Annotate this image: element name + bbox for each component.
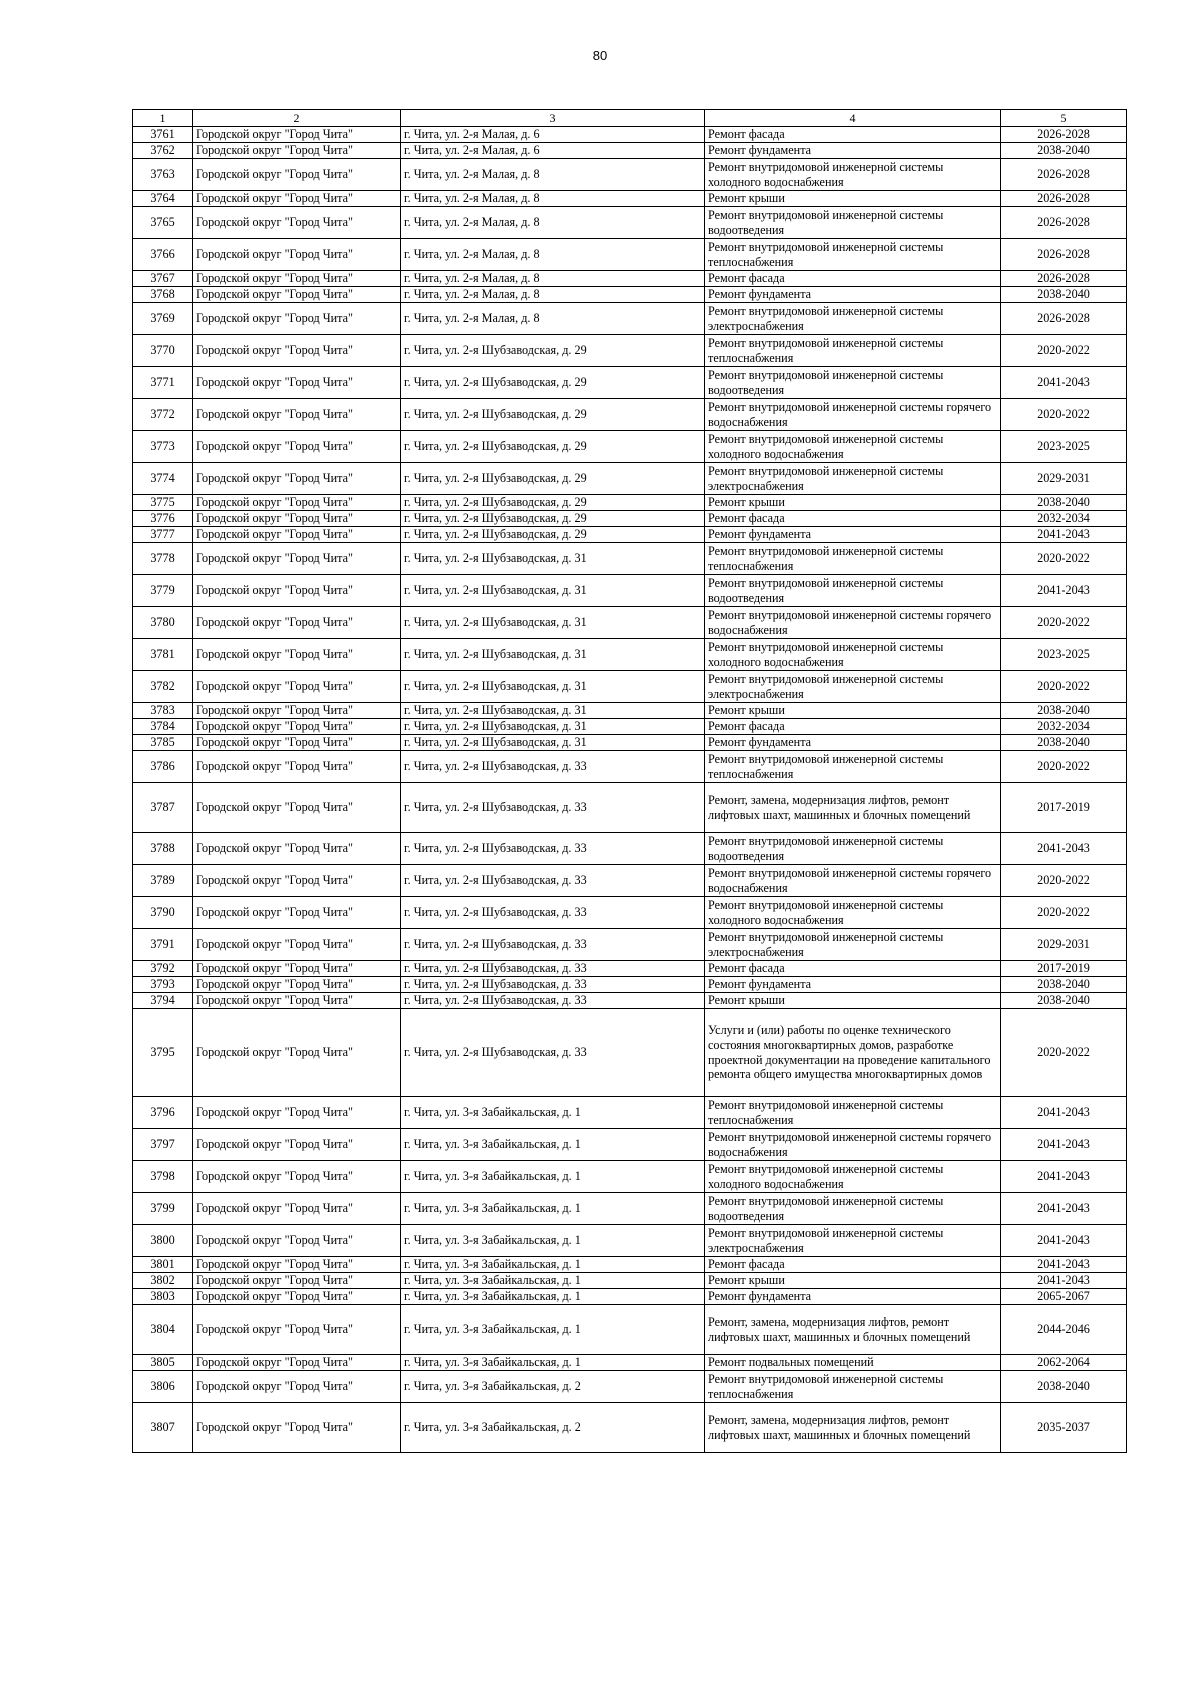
work-type-cell: Ремонт внутридомовой инженерной системы горячего водоснабжения (705, 1129, 1001, 1161)
municipality-cell: Городской округ "Город Чита" (193, 1129, 401, 1161)
row-number-cell: 3778 (133, 543, 193, 575)
municipality-cell: Городской округ "Город Чита" (193, 929, 401, 961)
address-cell: г. Чита, ул. 2-я Малая, д. 6 (401, 143, 705, 159)
address-cell: г. Чита, ул. 3-я Забайкальская, д. 1 (401, 1273, 705, 1289)
address-cell: г. Чита, ул. 3-я Забайкальская, д. 1 (401, 1193, 705, 1225)
municipality-cell: Городской округ "Город Чита" (193, 1289, 401, 1305)
period-cell: 2026-2028 (1001, 127, 1127, 143)
column-header-2: 2 (193, 110, 401, 127)
row-number-cell: 3787 (133, 783, 193, 833)
table-row (133, 1371, 1127, 1403)
row-number-cell: 3775 (133, 495, 193, 511)
municipality-cell: Городской округ "Город Чита" (193, 527, 401, 543)
row-number-cell: 3774 (133, 463, 193, 495)
row-number-cell: 3763 (133, 159, 193, 191)
work-type-cell: Ремонт внутридомовой инженерной системы теплоснабжения (705, 335, 1001, 367)
work-type-cell: Ремонт внутридомовой инженерной системы водоотведения (705, 833, 1001, 865)
row-number-cell: 3795 (133, 1009, 193, 1097)
row-number-cell: 3762 (133, 143, 193, 159)
address-cell: г. Чита, ул. 3-я Забайкальская, д. 2 (401, 1371, 705, 1403)
column-header-3: 3 (401, 110, 705, 127)
address-cell: г. Чита, ул. 3-я Забайкальская, д. 1 (401, 1129, 705, 1161)
municipality-cell: Городской округ "Город Чита" (193, 1225, 401, 1257)
address-cell: г. Чита, ул. 2-я Шубзаводская, д. 33 (401, 751, 705, 783)
row-number-cell: 3769 (133, 303, 193, 335)
table-row (133, 495, 1127, 511)
work-type-cell: Ремонт внутридомовой инженерной системы горячего водоснабжения (705, 865, 1001, 897)
address-cell: г. Чита, ул. 3-я Забайкальская, д. 1 (401, 1097, 705, 1129)
address-cell: г. Чита, ул. 2-я Шубзаводская, д. 29 (401, 335, 705, 367)
municipality-cell: Городской округ "Город Чита" (193, 463, 401, 495)
work-type-cell: Ремонт крыши (705, 993, 1001, 1009)
row-number-cell: 3797 (133, 1129, 193, 1161)
row-number-cell: 3776 (133, 511, 193, 527)
municipality-cell: Городской округ "Город Чита" (193, 431, 401, 463)
address-cell: г. Чита, ул. 3-я Забайкальская, д. 1 (401, 1289, 705, 1305)
table-row (133, 431, 1127, 463)
municipality-cell: Городской округ "Город Чита" (193, 367, 401, 399)
work-type-cell: Ремонт фундамента (705, 527, 1001, 543)
row-number-cell: 3783 (133, 703, 193, 719)
work-type-cell: Ремонт крыши (705, 495, 1001, 511)
table-row (133, 127, 1127, 143)
period-cell: 2029-2031 (1001, 463, 1127, 495)
row-number-cell: 3806 (133, 1371, 193, 1403)
table-row (133, 527, 1127, 543)
work-type-cell: Ремонт внутридомовой инженерной системы холодного водоснабжения (705, 431, 1001, 463)
municipality-cell: Городской округ "Город Чита" (193, 1097, 401, 1129)
period-cell: 2017-2019 (1001, 783, 1127, 833)
table-row (133, 271, 1127, 287)
work-type-cell: Ремонт внутридомовой инженерной системы электроснабжения (705, 303, 1001, 335)
work-type-cell: Ремонт подвальных помещений (705, 1355, 1001, 1371)
work-type-cell: Ремонт фасада (705, 511, 1001, 527)
work-type-cell: Ремонт фасада (705, 127, 1001, 143)
row-number-cell: 3794 (133, 993, 193, 1009)
work-type-cell: Ремонт, замена, модернизация лифтов, ремонт лифтовых шахт, машинных и блочных помещений (705, 783, 1001, 833)
table-row (133, 159, 1127, 191)
work-type-cell: Ремонт внутридомовой инженерной системы электроснабжения (705, 463, 1001, 495)
address-cell: г. Чита, ул. 2-я Шубзаводская, д. 29 (401, 463, 705, 495)
address-cell: г. Чита, ул. 3-я Забайкальская, д. 1 (401, 1225, 705, 1257)
period-cell: 2023-2025 (1001, 431, 1127, 463)
table-row (133, 367, 1127, 399)
table-row (133, 575, 1127, 607)
period-cell: 2041-2043 (1001, 1097, 1127, 1129)
table-row (133, 143, 1127, 159)
work-type-cell: Ремонт внутридомовой инженерной системы холодного водоснабжения (705, 1161, 1001, 1193)
municipality-cell: Городской округ "Город Чита" (193, 993, 401, 1009)
address-cell: г. Чита, ул. 2-я Шубзаводская, д. 33 (401, 961, 705, 977)
row-number-cell: 3777 (133, 527, 193, 543)
address-cell: г. Чита, ул. 2-я Шубзаводская, д. 29 (401, 495, 705, 511)
row-number-cell: 3805 (133, 1355, 193, 1371)
page-number: 80 (592, 48, 608, 63)
work-type-cell: Ремонт внутридомовой инженерной системы теплоснабжения (705, 239, 1001, 271)
period-cell: 2038-2040 (1001, 703, 1127, 719)
table-row (133, 463, 1127, 495)
table-row (133, 399, 1127, 431)
period-cell: 2038-2040 (1001, 735, 1127, 751)
municipality-cell: Городской округ "Город Чита" (193, 719, 401, 735)
address-cell: г. Чита, ул. 2-я Шубзаводская, д. 33 (401, 977, 705, 993)
address-cell: г. Чита, ул. 2-я Шубзаводская, д. 29 (401, 367, 705, 399)
period-cell: 2032-2034 (1001, 719, 1127, 735)
row-number-cell: 3801 (133, 1257, 193, 1273)
table-row (133, 1225, 1127, 1257)
work-type-cell: Ремонт фундамента (705, 735, 1001, 751)
period-cell: 2023-2025 (1001, 639, 1127, 671)
row-number-cell: 3782 (133, 671, 193, 703)
municipality-cell: Городской округ "Город Чита" (193, 303, 401, 335)
table-row (133, 1289, 1127, 1305)
work-type-cell: Ремонт внутридомовой инженерной системы холодного водоснабжения (705, 639, 1001, 671)
address-cell: г. Чита, ул. 2-я Шубзаводская, д. 33 (401, 865, 705, 897)
address-cell: г. Чита, ул. 2-я Шубзаводская, д. 31 (401, 607, 705, 639)
row-number-cell: 3792 (133, 961, 193, 977)
table-row (133, 239, 1127, 271)
row-number-cell: 3761 (133, 127, 193, 143)
table-row (133, 1355, 1127, 1371)
work-type-cell: Ремонт внутридомовой инженерной системы горячего водоснабжения (705, 607, 1001, 639)
address-cell: г. Чита, ул. 3-я Забайкальская, д. 1 (401, 1355, 705, 1371)
address-cell: г. Чита, ул. 2-я Шубзаводская, д. 33 (401, 929, 705, 961)
address-cell: г. Чита, ул. 2-я Шубзаводская, д. 33 (401, 1009, 705, 1097)
work-type-cell: Ремонт фасада (705, 1257, 1001, 1273)
address-cell: г. Чита, ул. 2-я Шубзаводская, д. 33 (401, 833, 705, 865)
table-row (133, 719, 1127, 735)
address-cell: г. Чита, ул. 2-я Малая, д. 8 (401, 207, 705, 239)
municipality-cell: Городской округ "Город Чита" (193, 495, 401, 511)
table-row (133, 897, 1127, 929)
work-type-cell: Ремонт фундамента (705, 287, 1001, 303)
table-body (133, 127, 1127, 1453)
row-number-cell: 3770 (133, 335, 193, 367)
period-cell: 2038-2040 (1001, 993, 1127, 1009)
row-number-cell: 3766 (133, 239, 193, 271)
repair-schedule-table (132, 109, 1127, 1453)
work-type-cell: Ремонт крыши (705, 191, 1001, 207)
table-row (133, 1097, 1127, 1129)
period-cell: 2020-2022 (1001, 1009, 1127, 1097)
table-row (133, 207, 1127, 239)
table-row (133, 191, 1127, 207)
address-cell: г. Чита, ул. 2-я Шубзаводская, д. 29 (401, 431, 705, 463)
period-cell: 2026-2028 (1001, 303, 1127, 335)
address-cell: г. Чита, ул. 2-я Шубзаводская, д. 29 (401, 527, 705, 543)
work-type-cell: Ремонт внутридомовой инженерной системы электроснабжения (705, 671, 1001, 703)
row-number-cell: 3789 (133, 865, 193, 897)
municipality-cell: Городской округ "Город Чита" (193, 607, 401, 639)
work-type-cell: Ремонт фасада (705, 961, 1001, 977)
row-number-cell: 3800 (133, 1225, 193, 1257)
address-cell: г. Чита, ул. 2-я Малая, д. 8 (401, 191, 705, 207)
work-type-cell: Услуги и (или) работы по оценке технического состояния многоквартирных домов, разработке проектной документации на проведение капитального ремонта общего имущества многоквартирных домов (705, 1009, 1001, 1097)
table-row (133, 929, 1127, 961)
municipality-cell: Городской округ "Город Чита" (193, 239, 401, 271)
period-cell: 2041-2043 (1001, 833, 1127, 865)
work-type-cell: Ремонт фундамента (705, 143, 1001, 159)
municipality-cell: Городской округ "Город Чита" (193, 671, 401, 703)
period-cell: 2038-2040 (1001, 143, 1127, 159)
address-cell: г. Чита, ул. 2-я Шубзаводская, д. 29 (401, 399, 705, 431)
table-row (133, 607, 1127, 639)
work-type-cell: Ремонт внутридомовой инженерной системы холодного водоснабжения (705, 897, 1001, 929)
municipality-cell: Городской округ "Город Чита" (193, 1161, 401, 1193)
address-cell: г. Чита, ул. 2-я Шубзаводская, д. 31 (401, 735, 705, 751)
municipality-cell: Городской округ "Город Чита" (193, 639, 401, 671)
work-type-cell: Ремонт фасада (705, 719, 1001, 735)
municipality-cell: Городской округ "Город Чита" (193, 399, 401, 431)
table-row (133, 977, 1127, 993)
address-cell: г. Чита, ул. 3-я Забайкальская, д. 1 (401, 1161, 705, 1193)
municipality-cell: Городской округ "Город Чита" (193, 143, 401, 159)
address-cell: г. Чита, ул. 2-я Шубзаводская, д. 31 (401, 703, 705, 719)
municipality-cell: Городской округ "Город Чита" (193, 751, 401, 783)
address-cell: г. Чита, ул. 2-я Малая, д. 8 (401, 287, 705, 303)
period-cell: 2032-2034 (1001, 511, 1127, 527)
period-cell: 2041-2043 (1001, 1161, 1127, 1193)
municipality-cell: Городской округ "Город Чита" (193, 1355, 401, 1371)
table-row (133, 1403, 1127, 1453)
period-cell: 2029-2031 (1001, 929, 1127, 961)
municipality-cell: Городской округ "Город Чита" (193, 543, 401, 575)
municipality-cell: Городской округ "Город Чита" (193, 287, 401, 303)
period-cell: 2041-2043 (1001, 575, 1127, 607)
table-row (133, 335, 1127, 367)
row-number-cell: 3780 (133, 607, 193, 639)
work-type-cell: Ремонт внутридомовой инженерной системы теплоснабжения (705, 543, 1001, 575)
work-type-cell: Ремонт внутридомовой инженерной системы электроснабжения (705, 929, 1001, 961)
municipality-cell: Городской округ "Город Чита" (193, 207, 401, 239)
row-number-cell: 3773 (133, 431, 193, 463)
table-row (133, 543, 1127, 575)
address-cell: г. Чита, ул. 2-я Шубзаводская, д. 33 (401, 783, 705, 833)
period-cell: 2026-2028 (1001, 191, 1127, 207)
address-cell: г. Чита, ул. 2-я Шубзаводская, д. 31 (401, 575, 705, 607)
work-type-cell: Ремонт, замена, модернизация лифтов, ремонт лифтовых шахт, машинных и блочных помещений (705, 1305, 1001, 1355)
row-number-cell: 3807 (133, 1403, 193, 1453)
row-number-cell: 3779 (133, 575, 193, 607)
row-number-cell: 3768 (133, 287, 193, 303)
work-type-cell: Ремонт внутридомовой инженерной системы теплоснабжения (705, 1097, 1001, 1129)
table-row (133, 961, 1127, 977)
address-cell: г. Чита, ул. 3-я Забайкальская, д. 1 (401, 1257, 705, 1273)
period-cell: 2041-2043 (1001, 527, 1127, 543)
column-header-5: 5 (1001, 110, 1127, 127)
period-cell: 2020-2022 (1001, 399, 1127, 431)
table-row (133, 1305, 1127, 1355)
table-row (133, 735, 1127, 751)
row-number-cell: 3765 (133, 207, 193, 239)
municipality-cell: Городской округ "Город Чита" (193, 335, 401, 367)
row-number-cell: 3793 (133, 977, 193, 993)
row-number-cell: 3767 (133, 271, 193, 287)
municipality-cell: Городской округ "Город Чита" (193, 1273, 401, 1289)
table-row (133, 671, 1127, 703)
work-type-cell: Ремонт, замена, модернизация лифтов, ремонт лифтовых шахт, машинных и блочных помещений (705, 1403, 1001, 1453)
address-cell: г. Чита, ул. 2-я Малая, д. 8 (401, 271, 705, 287)
municipality-cell: Городской округ "Город Чита" (193, 127, 401, 143)
period-cell: 2041-2043 (1001, 1273, 1127, 1289)
address-cell: г. Чита, ул. 2-я Малая, д. 8 (401, 159, 705, 191)
address-cell: г. Чита, ул. 2-я Малая, д. 6 (401, 127, 705, 143)
work-type-cell: Ремонт крыши (705, 1273, 1001, 1289)
municipality-cell: Городской округ "Город Чита" (193, 1305, 401, 1355)
table-row (133, 1009, 1127, 1097)
municipality-cell: Городской округ "Город Чита" (193, 1193, 401, 1225)
period-cell: 2020-2022 (1001, 897, 1127, 929)
period-cell: 2026-2028 (1001, 271, 1127, 287)
table-row (133, 303, 1127, 335)
municipality-cell: Городской округ "Город Чита" (193, 1257, 401, 1273)
work-type-cell: Ремонт фундамента (705, 977, 1001, 993)
work-type-cell: Ремонт внутридомовой инженерной системы водоотведения (705, 1193, 1001, 1225)
period-cell: 2020-2022 (1001, 671, 1127, 703)
municipality-cell: Городской округ "Город Чита" (193, 159, 401, 191)
table-row (133, 1273, 1127, 1289)
address-cell: г. Чита, ул. 3-я Забайкальская, д. 2 (401, 1403, 705, 1453)
table-row (133, 751, 1127, 783)
address-cell: г. Чита, ул. 2-я Шубзаводская, д. 29 (401, 511, 705, 527)
row-number-cell: 3802 (133, 1273, 193, 1289)
table-row (133, 865, 1127, 897)
row-number-cell: 3786 (133, 751, 193, 783)
row-number-cell: 3764 (133, 191, 193, 207)
table-row (133, 287, 1127, 303)
row-number-cell: 3788 (133, 833, 193, 865)
address-cell: г. Чита, ул. 2-я Шубзаводская, д. 33 (401, 993, 705, 1009)
row-number-cell: 3796 (133, 1097, 193, 1129)
period-cell: 2041-2043 (1001, 1129, 1127, 1161)
period-cell: 2041-2043 (1001, 1257, 1127, 1273)
work-type-cell: Ремонт фундамента (705, 1289, 1001, 1305)
period-cell: 2062-2064 (1001, 1355, 1127, 1371)
period-cell: 2038-2040 (1001, 495, 1127, 511)
table-row (133, 1257, 1127, 1273)
row-number-cell: 3772 (133, 399, 193, 431)
municipality-cell: Городской округ "Город Чита" (193, 865, 401, 897)
period-cell: 2026-2028 (1001, 159, 1127, 191)
row-number-cell: 3799 (133, 1193, 193, 1225)
row-number-cell: 3791 (133, 929, 193, 961)
row-number-cell: 3798 (133, 1161, 193, 1193)
period-cell: 2020-2022 (1001, 335, 1127, 367)
table-header-row (133, 110, 1127, 127)
address-cell: г. Чита, ул. 2-я Малая, д. 8 (401, 303, 705, 335)
table-row (133, 1193, 1127, 1225)
municipality-cell: Городской округ "Город Чита" (193, 575, 401, 607)
period-cell: 2020-2022 (1001, 543, 1127, 575)
table-row (133, 1129, 1127, 1161)
municipality-cell: Городской округ "Город Чита" (193, 735, 401, 751)
municipality-cell: Городской округ "Город Чита" (193, 783, 401, 833)
municipality-cell: Городской округ "Город Чита" (193, 1009, 401, 1097)
work-type-cell: Ремонт внутридомовой инженерной системы водоотведения (705, 575, 1001, 607)
row-number-cell: 3781 (133, 639, 193, 671)
table-row (133, 703, 1127, 719)
work-type-cell: Ремонт внутридомовой инженерной системы электроснабжения (705, 1225, 1001, 1257)
row-number-cell: 3784 (133, 719, 193, 735)
row-number-cell: 3804 (133, 1305, 193, 1355)
municipality-cell: Городской округ "Город Чита" (193, 897, 401, 929)
period-cell: 2041-2043 (1001, 1193, 1127, 1225)
work-type-cell: Ремонт внутридомовой инженерной системы водоотведения (705, 207, 1001, 239)
address-cell: г. Чита, ул. 2-я Шубзаводская, д. 33 (401, 897, 705, 929)
address-cell: г. Чита, ул. 2-я Шубзаводская, д. 31 (401, 719, 705, 735)
work-type-cell: Ремонт внутридомовой инженерной системы горячего водоснабжения (705, 399, 1001, 431)
column-header-1: 1 (133, 110, 193, 127)
address-cell: г. Чита, ул. 3-я Забайкальская, д. 1 (401, 1305, 705, 1355)
period-cell: 2026-2028 (1001, 207, 1127, 239)
period-cell: 2041-2043 (1001, 1225, 1127, 1257)
work-type-cell: Ремонт внутридомовой инженерной системы холодного водоснабжения (705, 159, 1001, 191)
table-row (133, 511, 1127, 527)
period-cell: 2044-2046 (1001, 1305, 1127, 1355)
period-cell: 2065-2067 (1001, 1289, 1127, 1305)
period-cell: 2038-2040 (1001, 287, 1127, 303)
address-cell: г. Чита, ул. 2-я Шубзаводская, д. 31 (401, 543, 705, 575)
municipality-cell: Городской округ "Город Чита" (193, 1371, 401, 1403)
work-type-cell: Ремонт внутридомовой инженерной системы теплоснабжения (705, 751, 1001, 783)
municipality-cell: Городской округ "Город Чита" (193, 961, 401, 977)
work-type-cell: Ремонт внутридомовой инженерной системы водоотведения (705, 367, 1001, 399)
work-type-cell: Ремонт крыши (705, 703, 1001, 719)
municipality-cell: Городской округ "Город Чита" (193, 833, 401, 865)
table-row (133, 833, 1127, 865)
row-number-cell: 3785 (133, 735, 193, 751)
period-cell: 2035-2037 (1001, 1403, 1127, 1453)
row-number-cell: 3790 (133, 897, 193, 929)
municipality-cell: Городской округ "Город Чита" (193, 271, 401, 287)
period-cell: 2020-2022 (1001, 865, 1127, 897)
period-cell: 2017-2019 (1001, 961, 1127, 977)
table-row (133, 1161, 1127, 1193)
table-row (133, 993, 1127, 1009)
row-number-cell: 3803 (133, 1289, 193, 1305)
period-cell: 2038-2040 (1001, 977, 1127, 993)
address-cell: г. Чита, ул. 2-я Шубзаводская, д. 31 (401, 671, 705, 703)
work-type-cell: Ремонт фасада (705, 271, 1001, 287)
municipality-cell: Городской округ "Город Чита" (193, 703, 401, 719)
period-cell: 2041-2043 (1001, 367, 1127, 399)
municipality-cell: Городской округ "Город Чита" (193, 191, 401, 207)
column-header-4: 4 (705, 110, 1001, 127)
municipality-cell: Городской округ "Город Чита" (193, 977, 401, 993)
municipality-cell: Городской округ "Город Чита" (193, 1403, 401, 1453)
row-number-cell: 3771 (133, 367, 193, 399)
address-cell: г. Чита, ул. 2-я Малая, д. 8 (401, 239, 705, 271)
period-cell: 2020-2022 (1001, 607, 1127, 639)
work-type-cell: Ремонт внутридомовой инженерной системы теплоснабжения (705, 1371, 1001, 1403)
municipality-cell: Городской округ "Город Чита" (193, 511, 401, 527)
period-cell: 2020-2022 (1001, 751, 1127, 783)
address-cell: г. Чита, ул. 2-я Шубзаводская, д. 31 (401, 639, 705, 671)
table-row (133, 639, 1127, 671)
period-cell: 2026-2028 (1001, 239, 1127, 271)
table-row (133, 783, 1127, 833)
period-cell: 2038-2040 (1001, 1371, 1127, 1403)
